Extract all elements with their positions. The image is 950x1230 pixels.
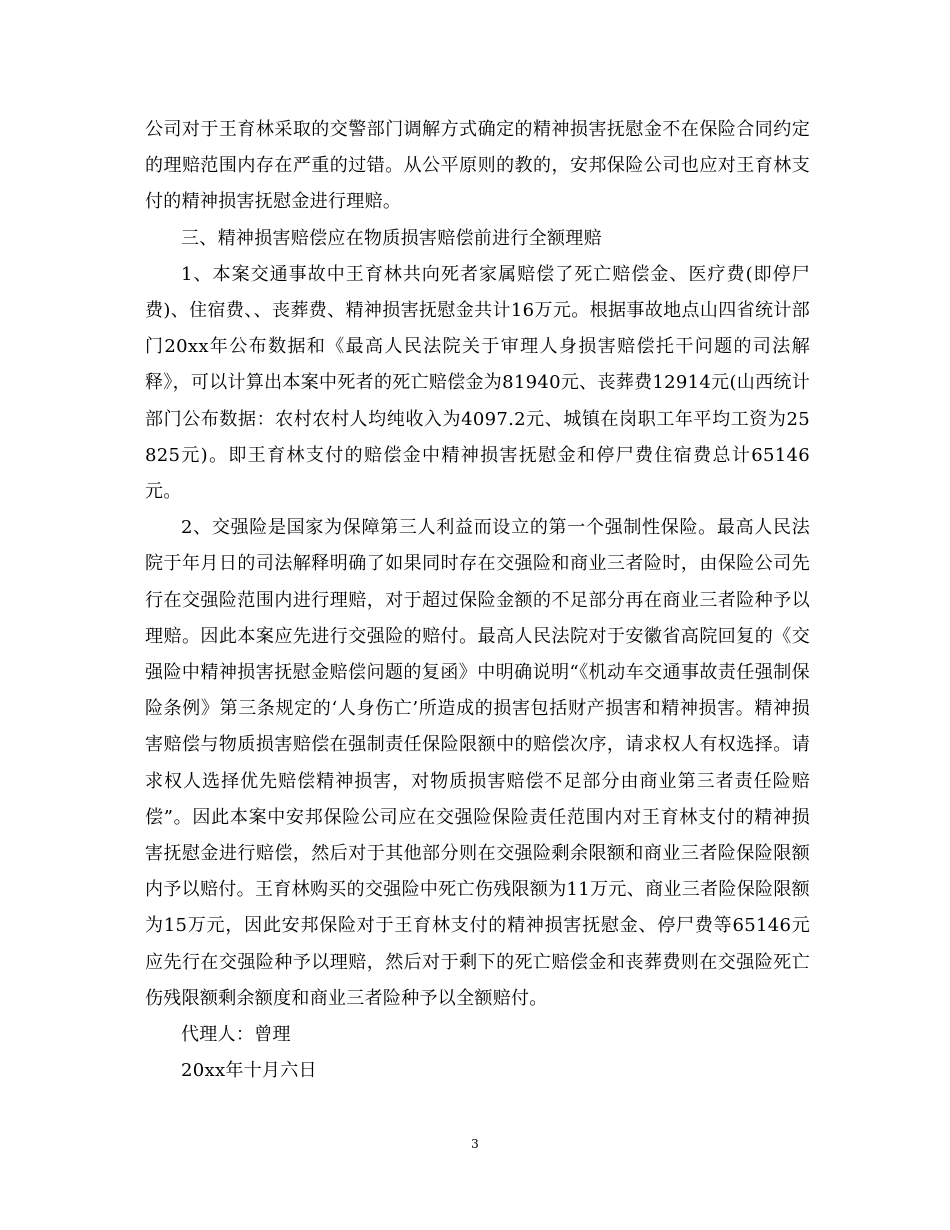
agent-signature-line: 代理人：曾理 bbox=[181, 1024, 291, 1046]
document-date: 20xx年十月六日 bbox=[181, 1060, 317, 1082]
paragraph-point-1: 1、本案交通事故中王育林共向死者家属赔偿了死亡赔偿金、医疗费(即停尸费)、住宿费、、丧葬费、精神损害抚慰金共计16万元。根据事故地点山四省统计部门20xx年公布数据和《最高人民法院关于审理人身损害赔偿托干问题的司法解释》，可以计算出本案中死者的死亡赔偿金为81940元、丧葬费12914元(山西统计部门公布数据：农村农村人均纯收入为4097.2元、城镇在岗职工年平均工资为25825元)。即王育林支付的赔偿金中精神损害抚慰金和停尸费住宿费总计65146元。 bbox=[145, 263, 810, 503]
section-heading: 三、精神损害赔偿应在物质损害赔偿前进行全额理赔 bbox=[181, 227, 602, 249]
page-number: 3 bbox=[471, 1137, 479, 1151]
document-body bbox=[145, 112, 810, 1089]
paragraph-continuation: 公司对于王育林采取的交警部门调解方式确定的精神损害抚慰金不在保险合同约定的理赔范围内存在严重的过错。从公平原则的教的，安邦保险公司也应对王育林支付的精神损害抚慰金进行理赔。 bbox=[145, 119, 810, 213]
paragraph-point-2: 2、交强险是国家为保障第三人利益而设立的第一个强制性保险。最高人民法院于年月日的司法解释明确了如果同时存在交强险和商业三者险时，由保险公司先行在交强险范围内进行理赔，对于超过保险金额的不足部分再在商业三者险种予以理赔。因此本案应先进行交强险的赔付。最高人民法院对于安徽省高院回复的《交强险中精神损害抚慰金赔偿问题的复函》中明确说明“《机动车交通事故责任强制保险条例》第三条规定的‘人身伤亡’所造成的损害包括财产损害和精神损害。精神损害赔偿与物质损害赔偿在强制责任保险限额中的赔偿次序，请求权人有权选择。请求权人选择优先赔偿精神损害，对物质损害赔偿不足部分由商业第三者责任险赔偿”。因此本案中安邦保险公司应在交强险保险责任范围内对王育林支付的精神损害抚慰金进行赔偿，然后对于其他部分则在交强险剩余限额和商业三者险保险限额内予以赔付。王育林购买的交强险中死亡伤残限额为11万元、商业三者险保险限额为15万元，因此安邦保险对于王育林支付的精神损害抚慰金、停尸费等65146元应先行在交强险种予以理赔，然后对于剩下的死亡赔偿金和丧葬费则在交强险死亡伤残限额剩余额度和商业三者险种予以全额赔付。 bbox=[145, 517, 810, 1009]
